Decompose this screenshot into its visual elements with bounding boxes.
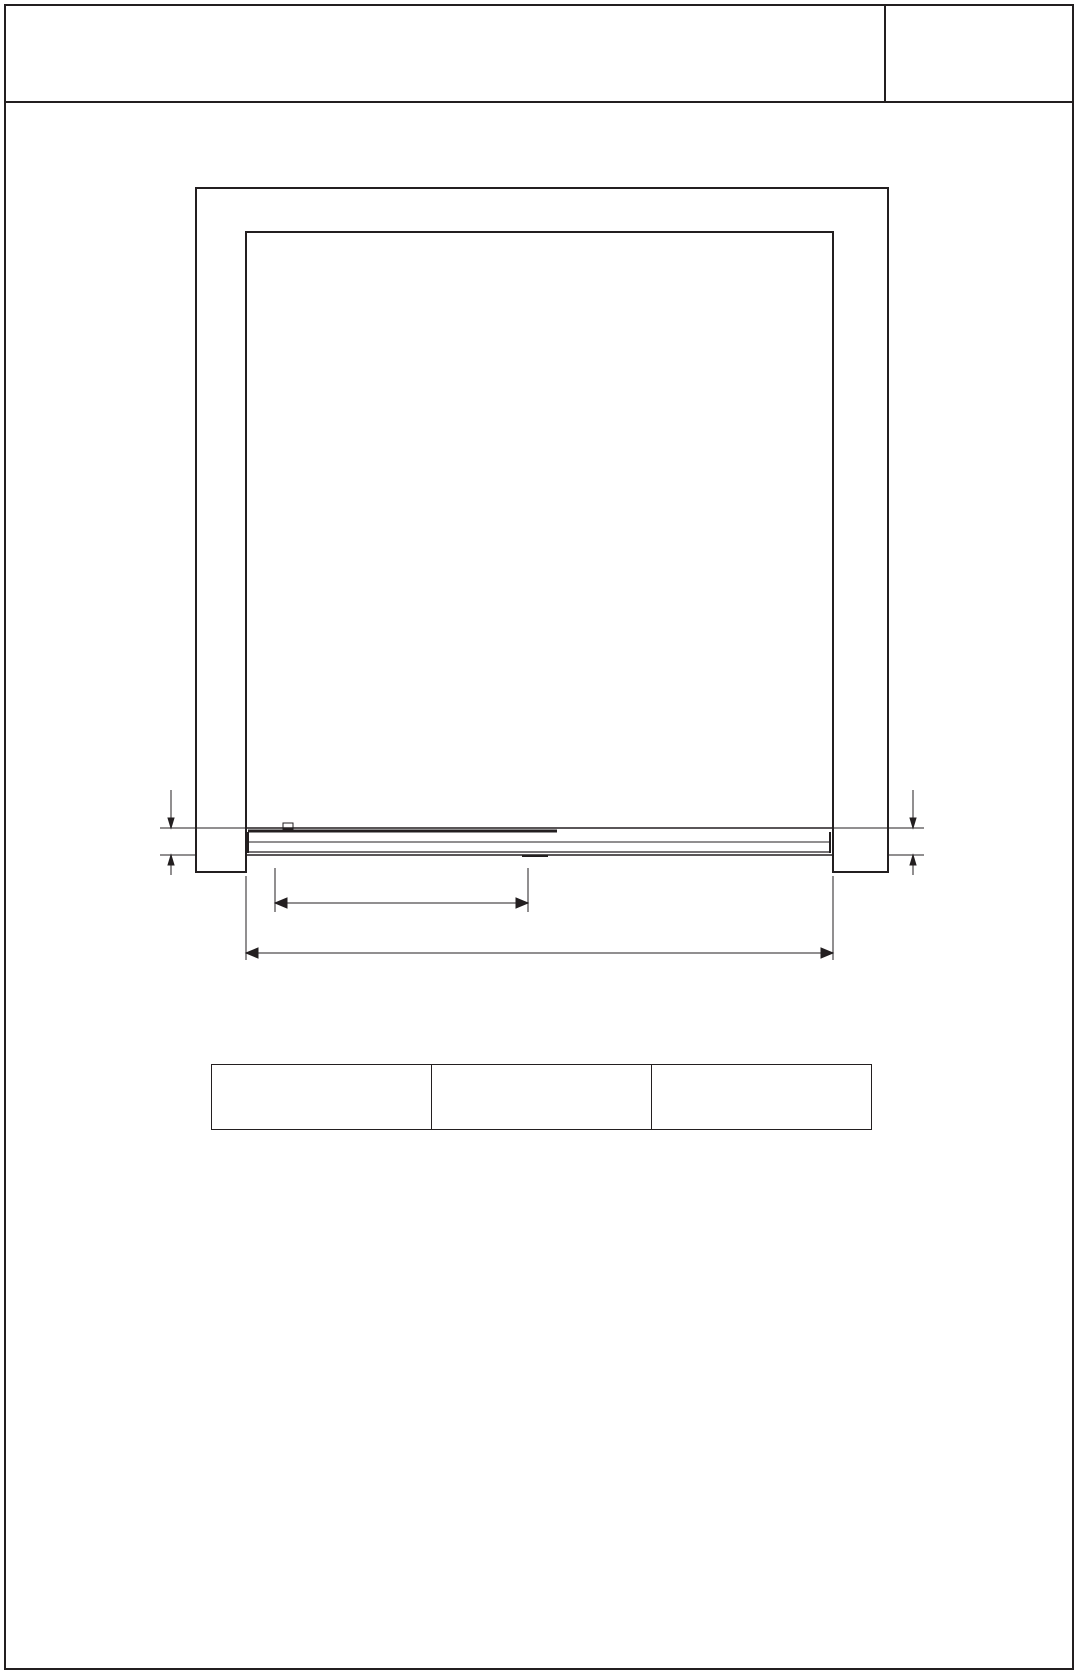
wall-outline	[196, 188, 888, 872]
dim-installation-width	[246, 876, 833, 960]
table-header-door-side	[212, 1065, 432, 1130]
dim-55-right	[833, 790, 924, 875]
dimension-table	[211, 1064, 872, 1130]
dim-entrance-width	[275, 868, 528, 912]
table-header-c	[652, 1065, 872, 1130]
table-header-row	[212, 1065, 872, 1130]
shower-door-profile	[246, 823, 833, 856]
table-header-a	[432, 1065, 652, 1130]
dim-55-left	[160, 790, 246, 875]
